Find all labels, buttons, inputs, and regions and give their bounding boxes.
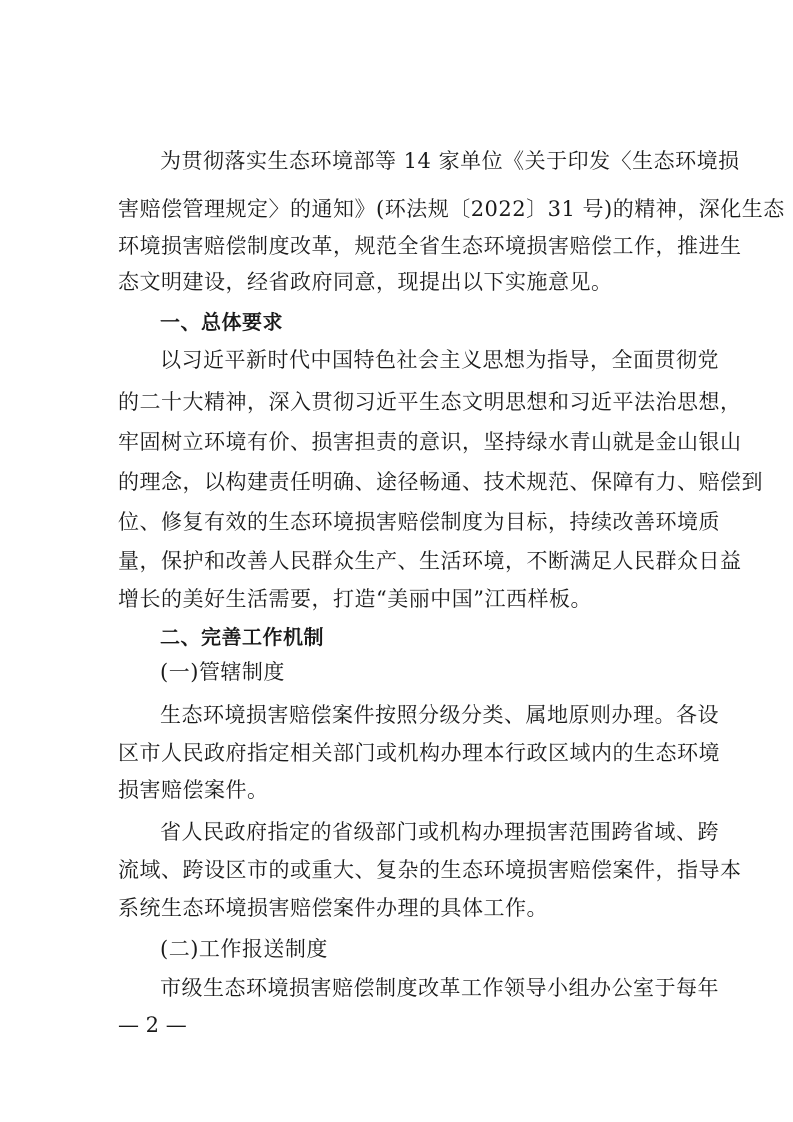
paragraph-line: 态文明建设，经省政府同意，现提出以下实施意见。 — [118, 270, 613, 294]
paragraph-line: 量，保护和改善人民群众生产、生活环境，不断满足人民群众日益 — [118, 549, 742, 573]
paragraph-line: 环境损害赔偿制度改革，规范全省生态环境损害赔偿工作，推进生 — [118, 234, 742, 258]
paragraph-line: 区市人民政府指定相关部门或机构办理本行政区域内的生态环境 — [118, 741, 720, 765]
paragraph-line: 的理念，以构建责任明确、途径畅通、技术规范、保障有力、赔偿到 — [118, 470, 763, 494]
subsection-heading: (一)管辖制度 — [160, 660, 285, 684]
paragraph-line: 为贯彻落实生态环境部等 14 家单位《关于印发〈生态环境损 — [160, 149, 740, 173]
paragraph-line: 市级生态环境损害赔偿制度改革工作领导小组办公室于每年 — [160, 976, 719, 1000]
paragraph-line: 牢固树立环境有价、损害担责的意识，坚持绿水青山就是金山银山 — [118, 430, 742, 454]
paragraph-line: 流域、跨设区市的或重大、复杂的生态环境损害赔偿案件，指导本 — [118, 858, 742, 882]
section-heading: 二、完善工作机制 — [160, 625, 324, 649]
paragraph-line: 省人民政府指定的省级部门或机构办理损害范围跨省域、跨 — [160, 820, 719, 844]
paragraph-line: 系统生态环境损害赔偿案件办理的具体工作。 — [118, 896, 548, 920]
paragraph-line: 位、修复有效的生态环境损害赔偿制度为目标，持续改善环境质 — [118, 510, 720, 534]
paragraph-line: 以习近平新时代中国特色社会主义思想为指导，全面贯彻党 — [160, 348, 719, 372]
section-heading: 一、总体要求 — [160, 310, 283, 334]
paragraph-line: 损害赔偿案件。 — [118, 778, 269, 802]
paragraph-line: 的二十大精神，深入贯彻习近平生态文明思想和习近平法治思想， — [118, 390, 742, 414]
subsection-heading: (二)工作报送制度 — [160, 937, 328, 961]
paragraph-line: 害赔偿管理规定〉的通知》(环法规〔2022〕31 号)的精神，深化生态 — [118, 197, 785, 221]
paragraph-line: 增长的美好生活需要，打造“美丽中国”江西样板。 — [118, 587, 592, 611]
paragraph-line: 生态环境损害赔偿案件按照分级分类、属地原则办理。各设 — [160, 703, 719, 727]
page-number: — 2 — — [118, 1013, 187, 1037]
